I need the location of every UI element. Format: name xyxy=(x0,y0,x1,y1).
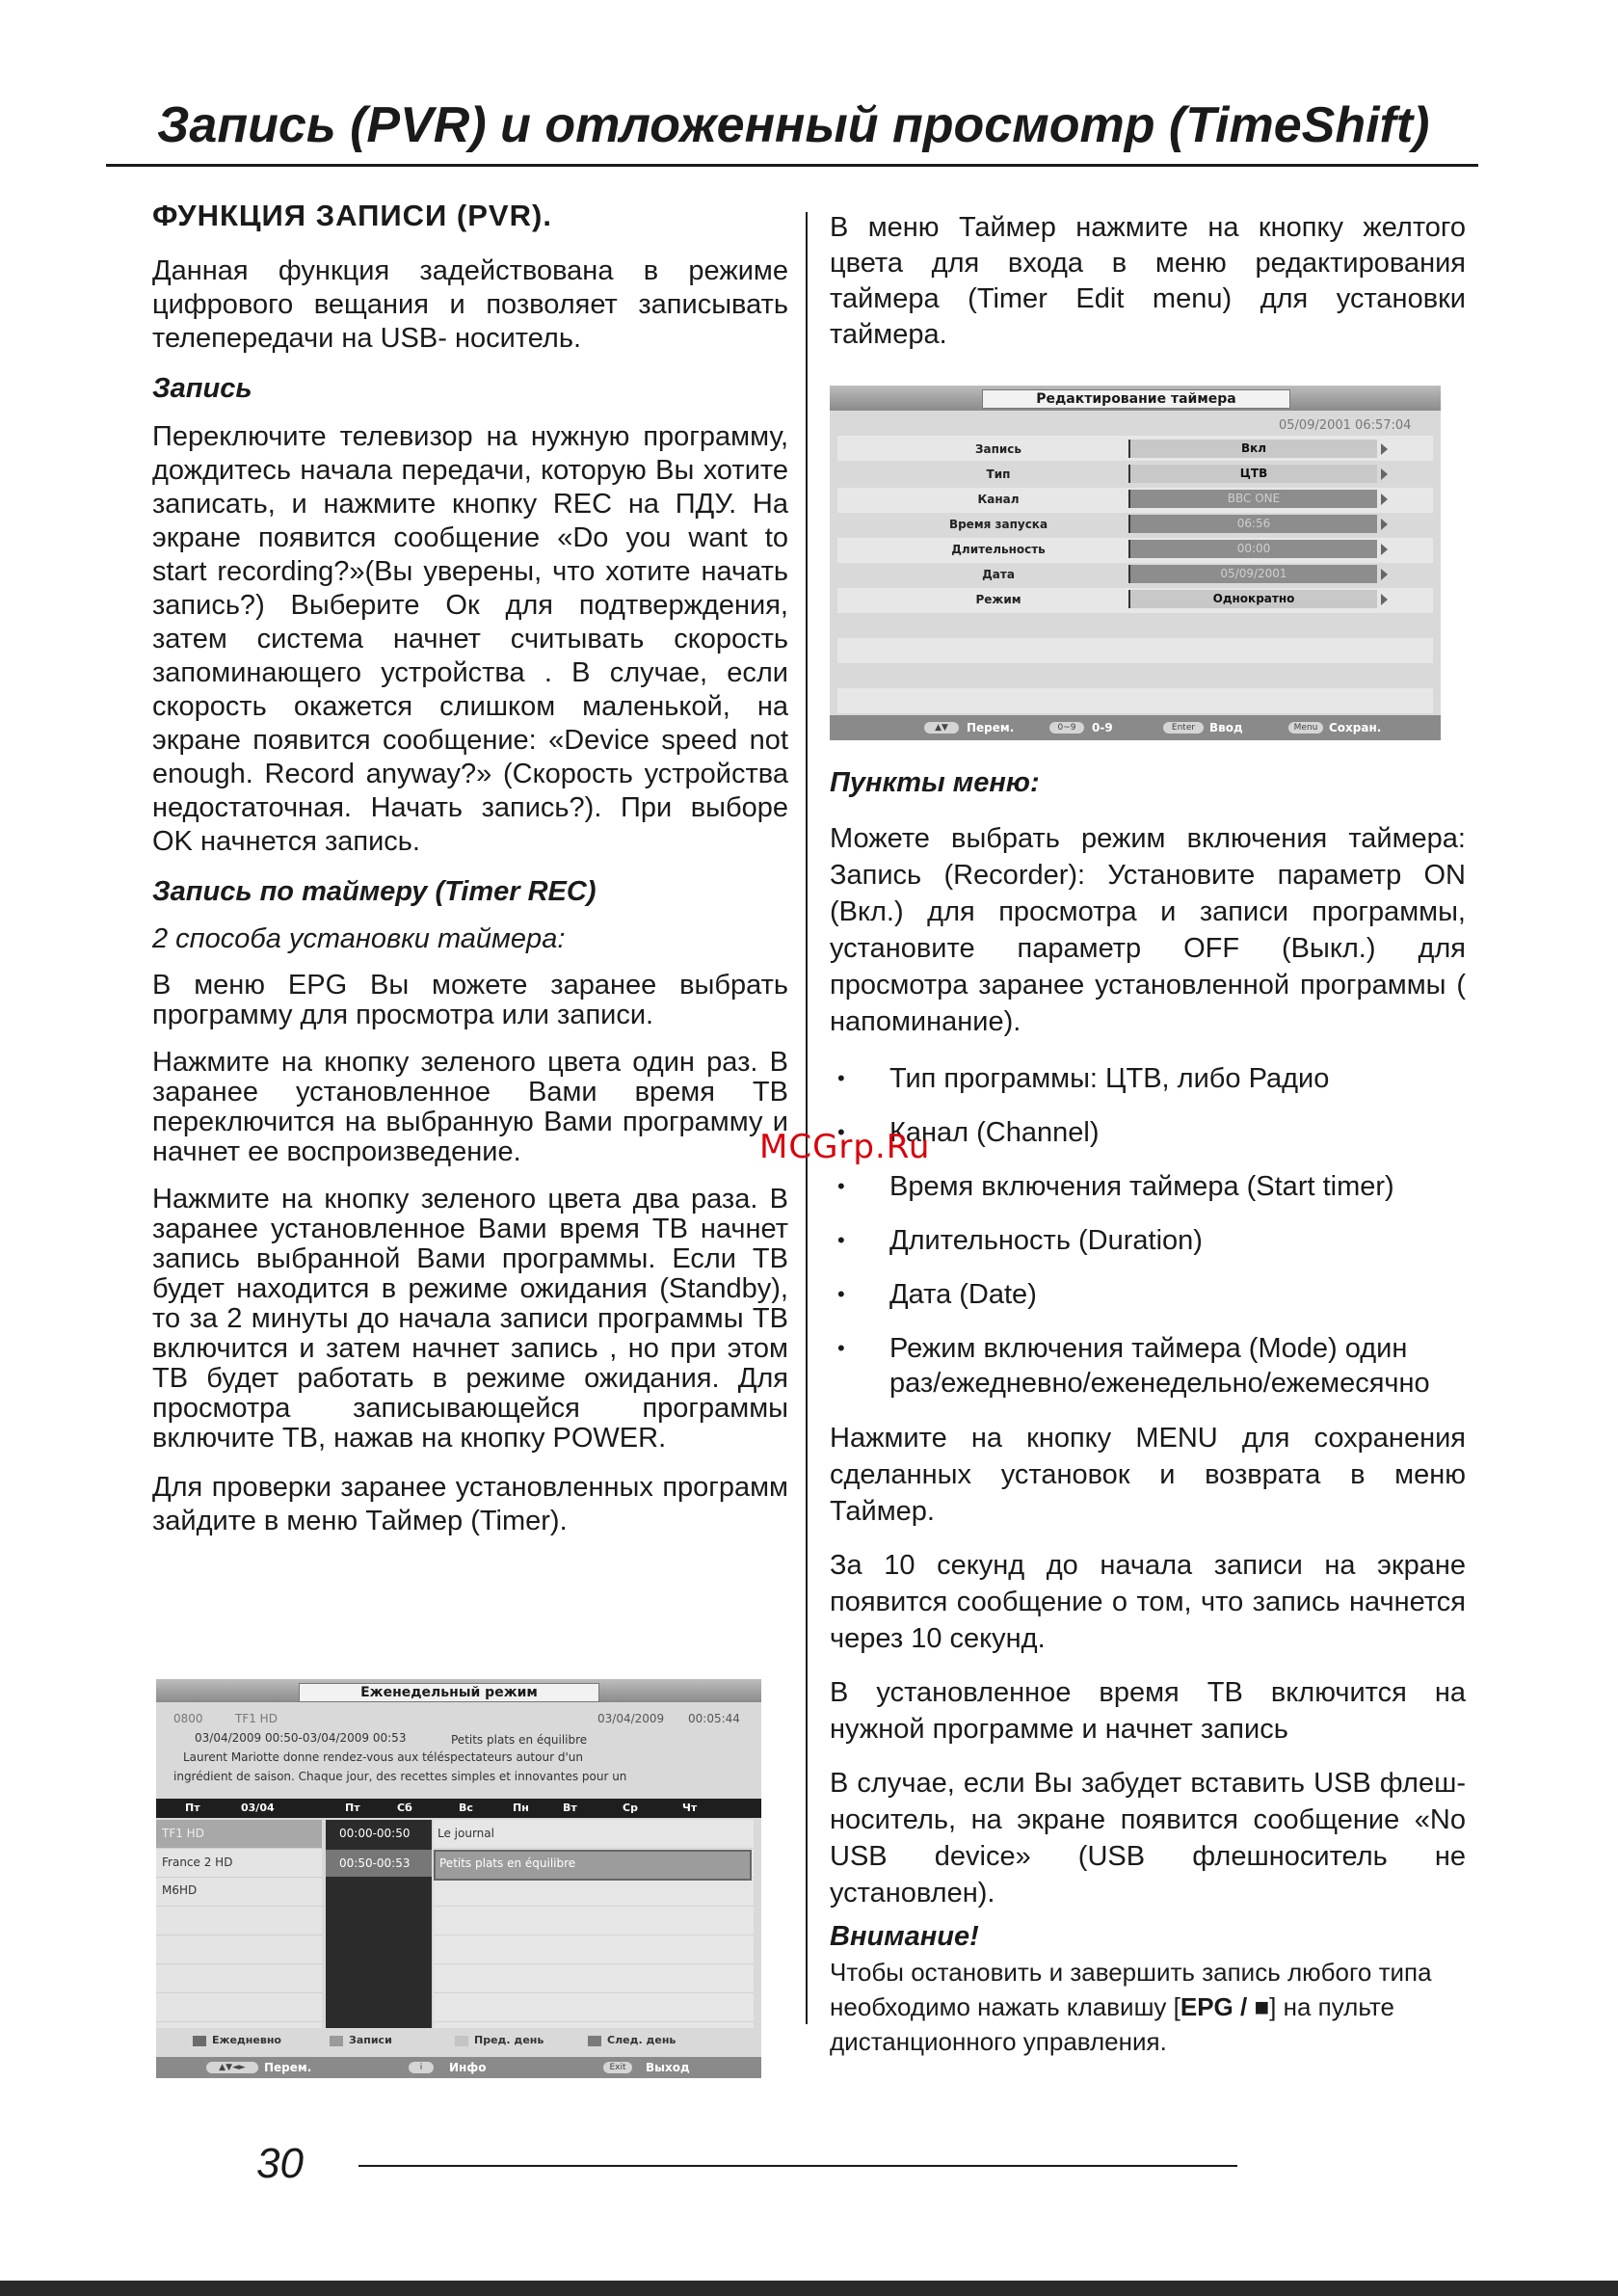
channel-item[interactable]: France 2 HD xyxy=(162,1855,233,1869)
day-sat[interactable]: Сб xyxy=(397,1802,412,1814)
nav-key: ▲▼ xyxy=(924,722,959,734)
epg-paragraph: В меню EPG Вы можете заранее выбрать программу для просмотра или записи. xyxy=(152,970,788,1030)
enter-label[interactable]: Ввод xyxy=(1209,721,1243,734)
field-label-start: Время запуска xyxy=(948,518,1048,531)
program-title: Petits plats en équilibre xyxy=(451,1733,588,1747)
right-column-top xyxy=(830,210,1466,370)
left-column xyxy=(152,199,788,1556)
enter-key: Enter xyxy=(1163,722,1204,734)
day-wed[interactable]: Ср xyxy=(623,1802,638,1814)
legend-yellow xyxy=(455,2036,468,2046)
field-value-type[interactable]: ЦТВ xyxy=(1128,465,1377,483)
current-time: 00:05:44 xyxy=(688,1712,740,1725)
info-key: i xyxy=(409,2062,434,2073)
attention-text-b: ] на пульте дистанционного управления. xyxy=(830,1992,1394,2056)
intro-paragraph: Данная функция задействована в режиме цифрового вещания и позволяет записывать телепередачи на USB- носитель. xyxy=(152,255,788,354)
chevron-right-icon[interactable] xyxy=(1381,494,1388,505)
attention-text-a: Чтобы остановить и завершить запись любого типа необходимо нажать клавишу [ xyxy=(830,1958,1432,2021)
yellow-paragraph: В меню Таймер нажмите на кнопку желтого цвета для входа в меню редактирования таймера (Timer Edit menu) для установки таймера. xyxy=(830,212,1466,350)
modes-paragraph: Можете выбрать режим включения таймера: Запись (Recorder): Установите параметр ON (Вкл.) для просмотра и записи программы, установите параметр OFF (Выкл.) для просмотра заранее установленной программы ( напоминание). xyxy=(830,823,1466,1037)
exit-key: Exit xyxy=(603,2062,632,2073)
channel-name: TF1 HD xyxy=(235,1712,278,1725)
chevron-right-icon[interactable] xyxy=(1381,594,1388,605)
program-range: 03/04/2009 00:50-03/04/2009 00:53 xyxy=(195,1731,407,1745)
section-heading: ФУНКЦИЯ ЗАПИСИ (PVR). xyxy=(152,199,552,232)
time-slot[interactable]: 00:50-00:53 xyxy=(339,1856,411,1870)
program-desc-2: ingrédient de saison. Chaque jour, des recettes simples et innovantes pour un xyxy=(173,1770,627,1783)
program-desc-1: Laurent Mariotte donne rendez-vous aux téléspectateurs autour d'un xyxy=(183,1750,583,1764)
footer-rule xyxy=(358,2165,1237,2167)
legend-prev-day[interactable]: Пред. день xyxy=(474,2034,544,2046)
column-divider xyxy=(806,212,808,2024)
day-date[interactable]: 03/04 xyxy=(241,1802,275,1814)
legend-blue xyxy=(588,2036,601,2046)
title-underline xyxy=(106,164,1478,167)
nav-key: ▲▼◄► xyxy=(206,2062,258,2073)
channel-item[interactable]: M6HD xyxy=(162,1883,198,1897)
legend-daily[interactable]: Ежедневно xyxy=(212,2034,281,2046)
chevron-right-icon[interactable] xyxy=(1381,569,1388,580)
channel-number: 0800 xyxy=(173,1712,203,1725)
attention-heading: Внимание! xyxy=(830,1921,979,1952)
field-label-duration: Длительность xyxy=(951,543,1046,556)
exit-label[interactable]: Выход xyxy=(646,2061,690,2074)
list-item: • Тип программы: ЦТВ, либо Радио xyxy=(830,1061,1466,1096)
channel-list xyxy=(156,1820,322,2028)
legend-next-day[interactable]: След. день xyxy=(607,2034,676,2046)
record-paragraph: Переключите телевизор на нужную программу, дождитесь начала передачи, которую Вы хотите записать, и нажмите кнопку REC на ПДУ. На экране появится сообщение «Do you want to start recording?»(Вы уверены, что хотите начать запись?) Выберите Ок для подтверждения, затем система начнет считывать скорость запоминающего устройства . В случае, если скорость окажется слишком маленькой, на экране появится сообщение: «Device speed not enough. Record anyway?» (Скорость устройства недостаточная. Начать запись?). При выборе OK начнется запись. xyxy=(152,421,788,857)
field-label-channel: Канал xyxy=(977,493,1020,506)
check-paragraph: Для проверки заранее установленных программ зайдите в меню Таймер (Timer). xyxy=(152,1472,788,1536)
digits-label[interactable]: 0-9 xyxy=(1092,721,1113,734)
right-column-bottom xyxy=(830,767,1466,2059)
legend-records[interactable]: Записи xyxy=(349,2034,392,2046)
usb-paragraph: В случае, если Вы забудет вставить USB флеш-носитель, на экране появится сообщение «No USB device» (USB флешноситель не установлен). xyxy=(830,1768,1466,1909)
green-once-paragraph: Нажмите на кнопку зеленого цвета один раз. В заранее установленное Вами время ТВ переключится на выбранную Вами программу и начнет ее воспроизведение. xyxy=(152,1047,788,1167)
green-twice-paragraph: Нажмите на кнопку зеленого цвета два раза. В заранее установленное Вами время ТВ начнет запись выбранной Вами программы. Если ТВ будет находится в режиме ожидания (Standby), то за 2 минуты до начала записи программы ТВ включится и затем начнет запись , но при этом ТВ будет работать в режиме ожидания. Для просмотра записывающейся программы включите ТВ, нажав на кнопку POWER. xyxy=(152,1184,788,1454)
scan-edge xyxy=(0,2281,1618,2296)
field-value-date[interactable]: 05/09/2001 xyxy=(1128,565,1377,583)
day-thu[interactable]: Чт xyxy=(682,1802,698,1814)
chevron-right-icon[interactable] xyxy=(1381,519,1388,530)
page-title: Запись (PVR) и отложенный просмотр (TimeShift) xyxy=(157,97,1430,153)
chevron-right-icon[interactable] xyxy=(1381,443,1388,455)
nav-label[interactable]: Перем. xyxy=(264,2061,312,2074)
save-label[interactable]: Сохран. xyxy=(1329,721,1382,734)
day-fri[interactable]: Пт xyxy=(345,1802,360,1814)
row-bg xyxy=(837,688,1433,713)
time-slot[interactable]: 00:00-00:50 xyxy=(339,1827,411,1840)
list-item: • Длительность (Duration) xyxy=(830,1223,1466,1258)
day-tue[interactable]: Вт xyxy=(563,1802,577,1814)
day-sun[interactable]: Вс xyxy=(459,1802,473,1814)
legend-red xyxy=(193,2036,206,2046)
field-label-record: Запись xyxy=(974,442,1022,456)
chevron-right-icon[interactable] xyxy=(1381,468,1388,480)
program-item[interactable]: Le journal xyxy=(438,1827,494,1840)
page-number: 30 xyxy=(256,2140,304,2187)
menu-save-paragraph: Нажмите на кнопку MENU для сохранения сделанных установок и возврата в меню Таймер. xyxy=(830,1423,1466,1527)
legend-green xyxy=(330,2036,343,2046)
menu-items-list xyxy=(830,1061,1466,1401)
day-label[interactable]: Пт xyxy=(185,1802,200,1814)
subheading-record: Запись xyxy=(152,373,252,404)
timer-edit-screen xyxy=(830,386,1441,740)
channel-item[interactable]: TF1 HD xyxy=(162,1827,204,1840)
field-value-mode[interactable]: Однократно xyxy=(1128,590,1377,608)
subheading-menu-items: Пункты меню: xyxy=(830,767,1040,798)
list-item: • Время включения таймера (Start timer) xyxy=(830,1169,1466,1204)
list-item: • Дата (Date) xyxy=(830,1277,1466,1312)
program-item[interactable]: Petits plats en équilibre xyxy=(439,1856,576,1870)
weekly-mode-screen xyxy=(156,1679,761,2078)
field-label-type: Тип xyxy=(986,467,1011,481)
field-value-channel[interactable]: BBC ONE xyxy=(1128,490,1377,508)
field-label-date: Дата xyxy=(982,568,1015,581)
watermark: MCGrp.Ru xyxy=(759,1128,931,1166)
screen-title: Еженедельный режим xyxy=(299,1683,599,1702)
field-value-duration[interactable]: 00:00 xyxy=(1128,540,1377,558)
field-value-record[interactable]: Вкл xyxy=(1128,440,1377,458)
list-item: • Канал (Channel) xyxy=(830,1115,1466,1150)
attention-paragraph xyxy=(830,1955,1466,2059)
ten-seconds-paragraph: За 10 секунд до начала записи на экране появится сообщение о том, что запись начнется через 10 секунд. xyxy=(830,1550,1466,1654)
menu-key: Menu xyxy=(1288,722,1323,734)
row-bg xyxy=(837,638,1433,663)
chevron-right-icon[interactable] xyxy=(1381,544,1388,555)
epg-key: EPG / ■ xyxy=(1180,1992,1270,2021)
field-value-start[interactable]: 06:56 xyxy=(1128,515,1377,533)
screen-title: Редактирование таймера xyxy=(982,389,1290,409)
list-item: • Режим включения таймера (Mode) один раз/ежедневно/еженедельно/ежемесячно xyxy=(830,1331,1466,1401)
current-date: 03/04/2009 xyxy=(597,1712,665,1725)
digits-key: 0~9 xyxy=(1049,722,1084,734)
nav-label[interactable]: Перем. xyxy=(967,721,1015,734)
subheading-timer: Запись по таймеру (Timer REC) xyxy=(152,876,597,907)
subheading-ways: 2 способа установки таймера: xyxy=(152,923,566,954)
datetime-readout: 05/09/2001 06:57:04 xyxy=(1279,418,1412,433)
field-label-mode: Режим xyxy=(975,593,1021,606)
scheduled-paragraph: В установленное время ТВ включится на нужной программе и начнет запись xyxy=(830,1677,1466,1745)
info-label[interactable]: Инфо xyxy=(449,2061,487,2074)
day-mon[interactable]: Пн xyxy=(513,1802,529,1814)
